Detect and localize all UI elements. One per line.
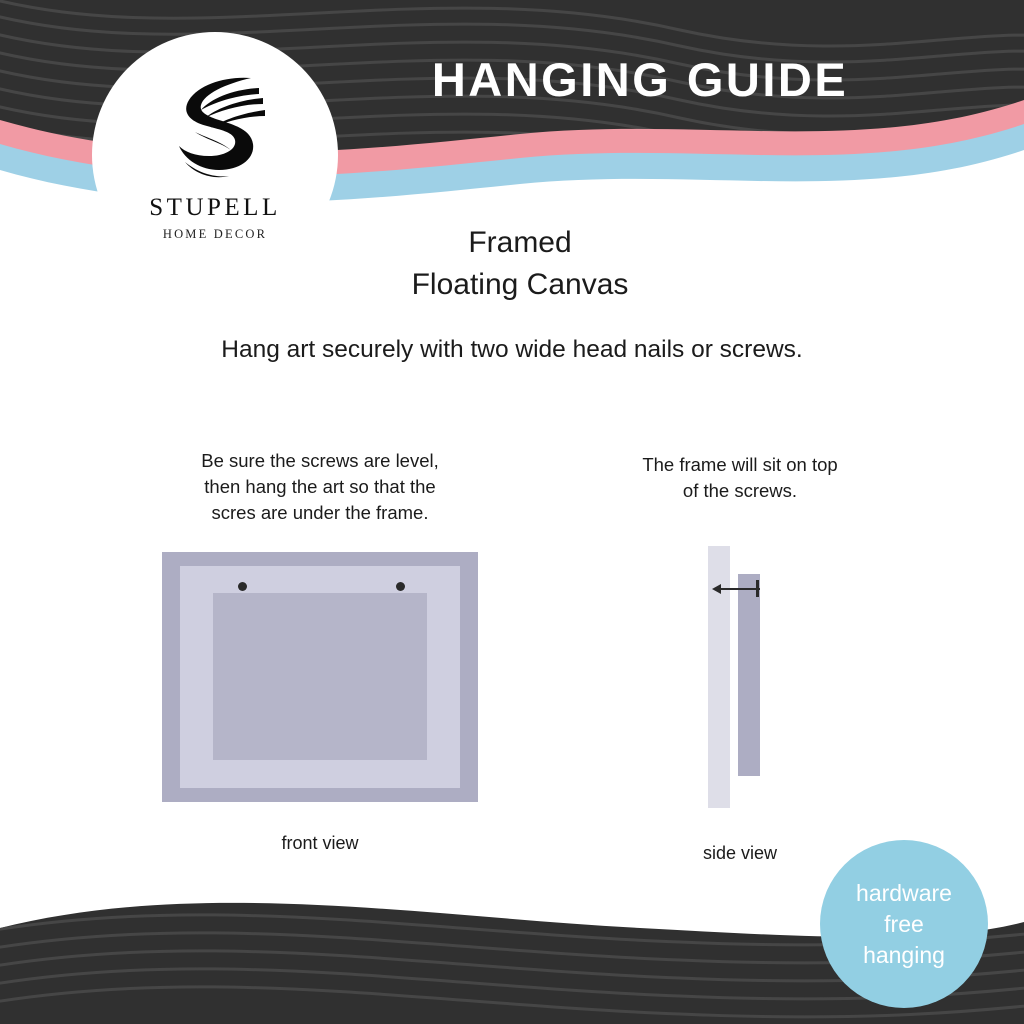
side-view-caption xyxy=(580,452,900,504)
front-view-caption xyxy=(130,448,510,526)
nail-head-icon xyxy=(756,580,759,597)
nail-arrow-icon xyxy=(712,584,721,594)
page-title: HANGING GUIDE xyxy=(431,53,849,106)
product-title xyxy=(330,222,710,306)
side-view-caption-line-2: of the screws. xyxy=(682,480,798,501)
front-view-caption-line-1: Be sure the screws are level, xyxy=(201,450,439,471)
screw-left-icon xyxy=(238,582,247,591)
brand-name: STUPELL xyxy=(149,194,281,221)
frame-profile xyxy=(738,574,760,776)
front-view-label: front view xyxy=(281,833,359,853)
frame-mat xyxy=(180,566,460,788)
badge-line-2: free xyxy=(884,910,924,937)
product-title-line-2: Floating Canvas xyxy=(411,268,629,301)
product-title-line-1: Framed xyxy=(468,226,572,259)
side-view-caption-line-1: The frame will sit on top xyxy=(642,454,838,475)
front-view-caption-line-2: then hang the art so that the xyxy=(204,476,436,497)
badge-line-1: hardware xyxy=(856,879,952,906)
hardware-free-badge xyxy=(820,840,988,1008)
front-view-caption-line-3: scres are under the frame. xyxy=(211,502,429,523)
stupell-swoosh-logo-icon xyxy=(155,70,275,188)
side-view-diagram xyxy=(708,546,774,808)
brand-logo-badge xyxy=(92,32,338,278)
brand-tagline: HOME DECOR xyxy=(162,227,268,241)
front-view-diagram xyxy=(162,552,478,802)
main-instruction: Hang art securely with two wide head nails or screws. xyxy=(221,336,803,363)
canvas-art-area xyxy=(213,593,427,760)
side-view-label: side view xyxy=(702,843,778,863)
badge-line-3: hanging xyxy=(863,941,945,968)
screw-right-icon xyxy=(396,582,405,591)
